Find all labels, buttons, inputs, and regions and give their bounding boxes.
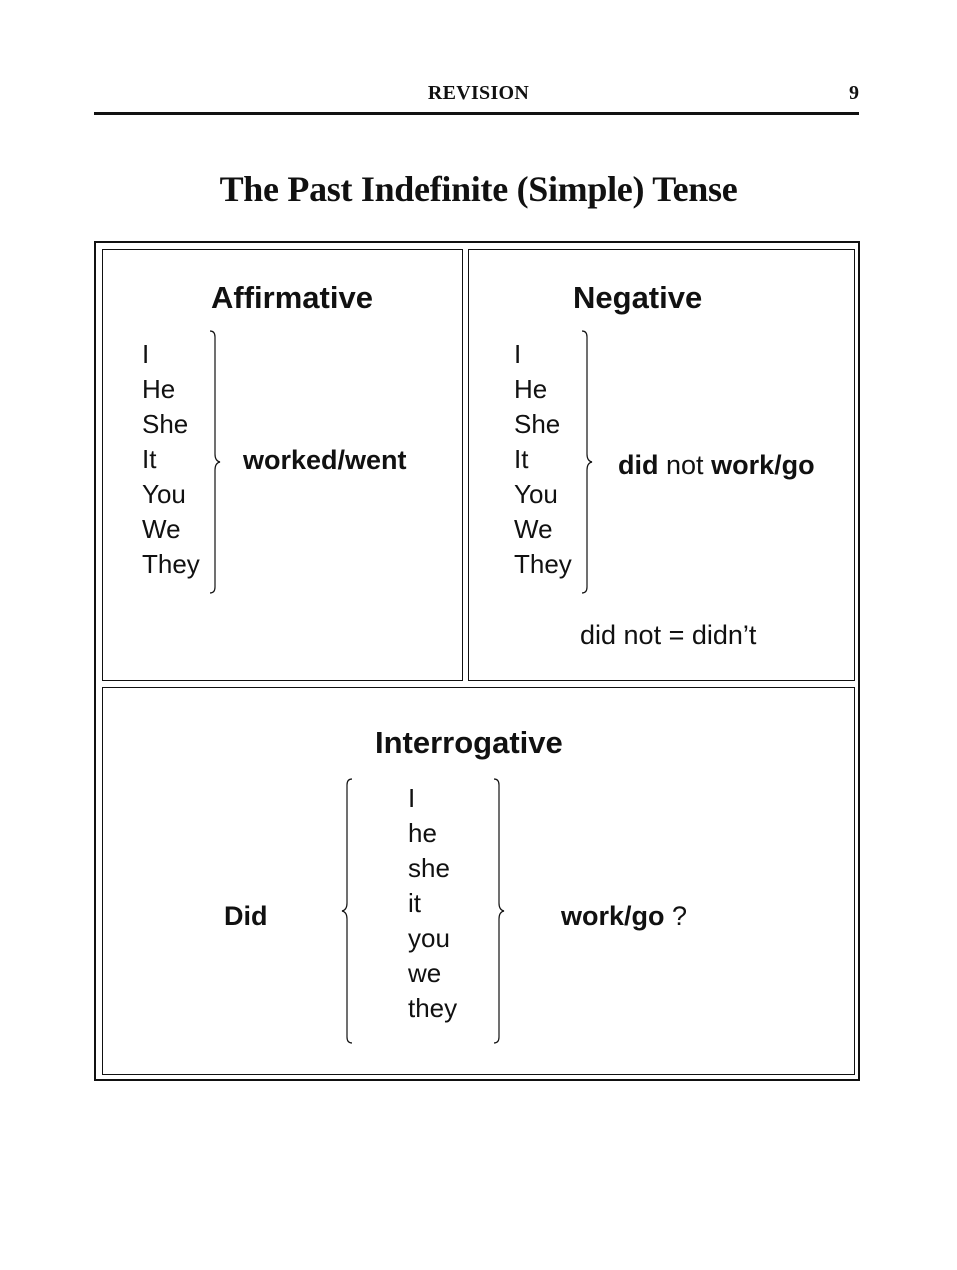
question-mark: ? xyxy=(672,901,688,931)
pronoun: They xyxy=(142,549,200,579)
pronoun: we xyxy=(408,958,442,988)
pronoun: it xyxy=(408,888,421,918)
pronoun: She xyxy=(514,409,561,439)
negative-particle: not xyxy=(666,450,704,480)
pronoun: He xyxy=(514,374,548,404)
page-number: 9 xyxy=(849,82,859,104)
pronoun: I xyxy=(142,339,150,369)
right-brace xyxy=(209,330,223,594)
contraction-note: did not = didn’t xyxy=(580,620,757,650)
pronoun: She xyxy=(142,409,189,439)
interrogative-cell xyxy=(102,687,855,1075)
negative-cell xyxy=(468,249,855,681)
pronoun: they xyxy=(408,993,458,1023)
interrogative-heading: Interrogative xyxy=(375,725,563,760)
right-brace xyxy=(493,778,507,1044)
affirmative-heading: Affirmative xyxy=(211,280,373,315)
pronoun: We xyxy=(142,514,181,544)
pronoun: They xyxy=(514,549,572,579)
page-title: The Past Indefinite (Simple) Tense xyxy=(219,169,738,209)
pronoun: You xyxy=(142,479,186,509)
pronoun: I xyxy=(514,339,522,369)
pronoun: I xyxy=(408,783,416,813)
negative-pronoun-list xyxy=(514,337,572,582)
pronoun: We xyxy=(514,514,553,544)
pronoun: he xyxy=(408,818,437,848)
negative-verb-phrase xyxy=(618,450,815,481)
running-head xyxy=(0,82,957,106)
pronoun: she xyxy=(408,853,450,883)
interrogative-verb: work/go xyxy=(561,901,665,931)
pronoun: you xyxy=(408,923,450,953)
right-brace xyxy=(581,330,595,594)
left-brace xyxy=(339,778,353,1044)
affirmative-cell xyxy=(102,249,463,681)
interrogative-auxiliary: Did xyxy=(224,901,268,931)
affirmative-verb: worked/went xyxy=(243,445,407,475)
interrogative-pronoun-list xyxy=(408,781,457,1026)
pronoun: It xyxy=(142,444,157,474)
pronoun: It xyxy=(514,444,529,474)
running-head-title: REVISION xyxy=(427,82,530,104)
interrogative-verb-phrase xyxy=(561,901,687,932)
pronoun: You xyxy=(514,479,558,509)
affirmative-pronoun-list xyxy=(142,337,200,582)
header-rule xyxy=(94,112,859,115)
negative-heading: Negative xyxy=(573,280,703,315)
pronoun: He xyxy=(142,374,176,404)
negative-verb: work/go xyxy=(711,450,815,480)
negative-auxiliary: did xyxy=(618,450,659,480)
